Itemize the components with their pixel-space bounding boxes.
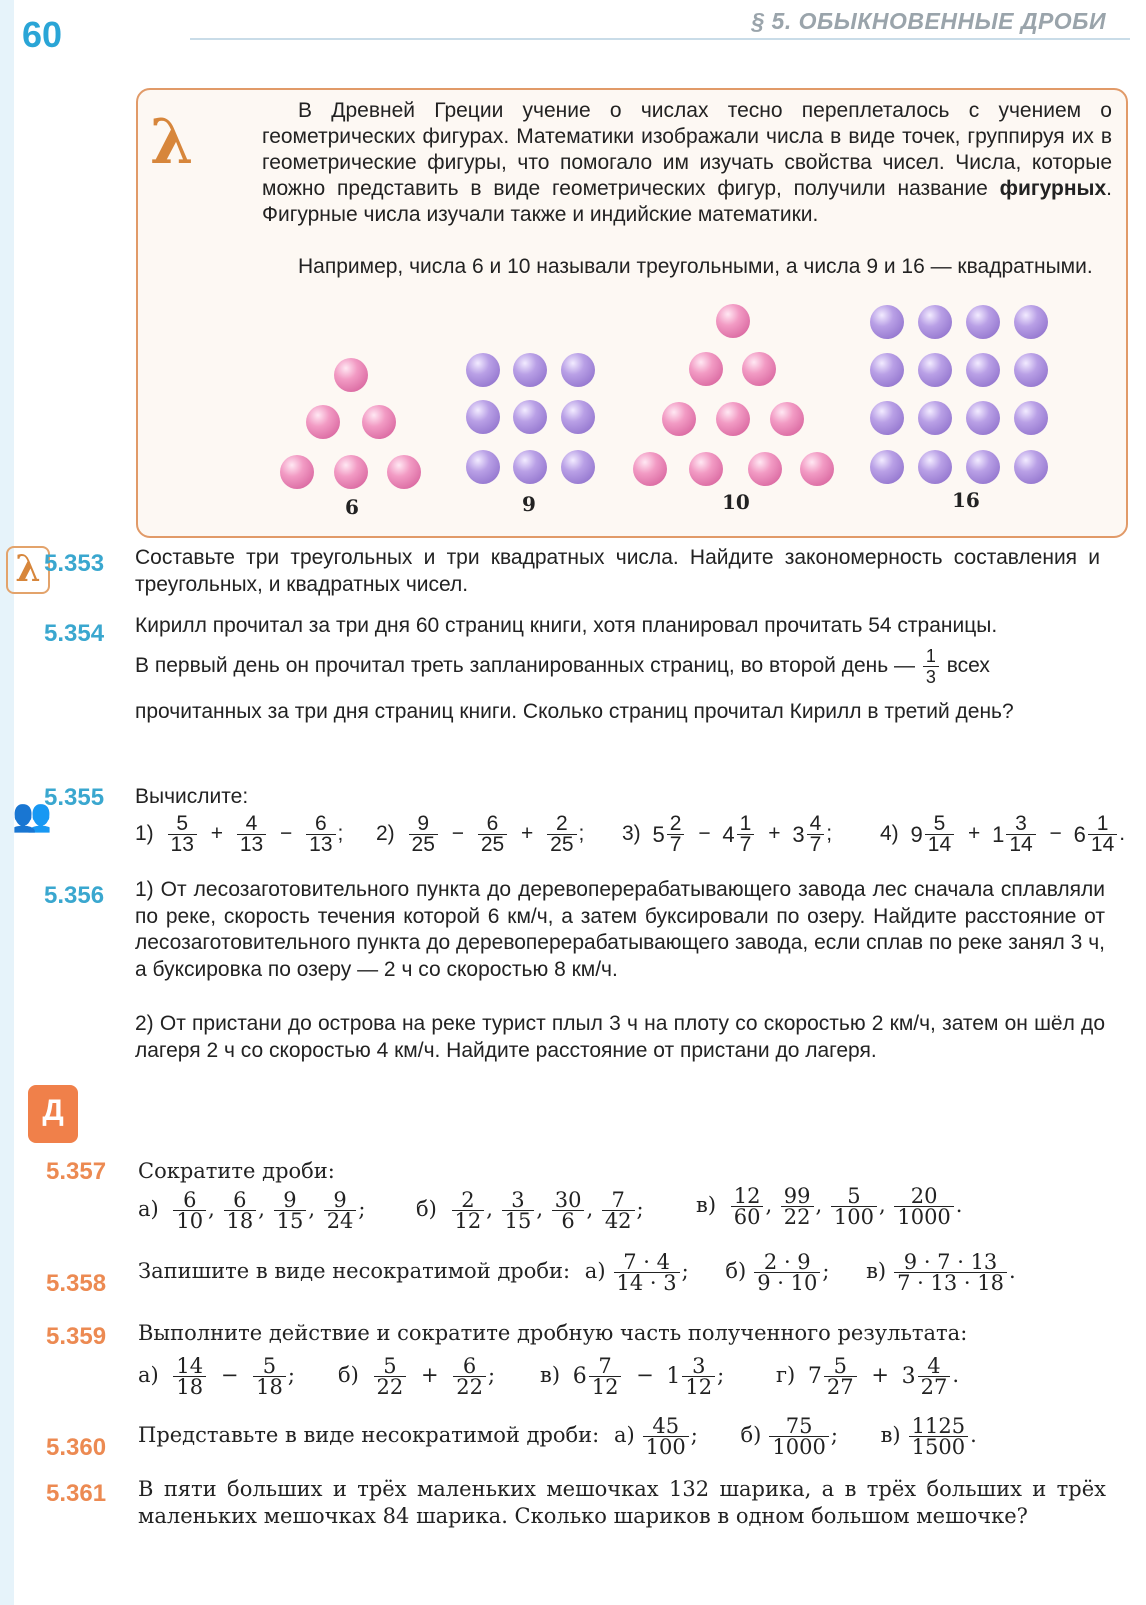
task-5-360-row: Представьте в виде несократимой дроби: а) $\frac{45}{100}$ ; б) $\frac{75}{1000}$ ; в) $\frac{1125}{1500}$ .: [138, 1414, 977, 1459]
task-5-355-title: Вычислите:: [135, 785, 249, 808]
task-5-358-row: Запишите в виде несократимой дроби: а) $\frac{7 \cdot 4}{14 \cdot 3}$ ; б) $\frac{2 \cdot 9}{9 \cdot 10}$ ; в) $\frac{9 \cdot 7 \cdot 13}{7 \cdot 13 \cdot 18}$ .: [138, 1250, 1016, 1295]
task-number-5-361: 5.361: [46, 1480, 107, 1507]
section-title: § 5. ОБЫКНОВЕННЫЕ ДРОБИ: [751, 8, 1106, 34]
task-number-5-358: 5.358: [46, 1270, 107, 1297]
task-5-359-item-b: б) $\frac{5}{22}$ + $\frac{6}{22}$ ;: [338, 1354, 496, 1399]
task-5-355-item-2: 2) $\frac{9}{25}$ − $\frac{6}{25}$ + $\frac{2}{25}$ ;: [376, 812, 585, 856]
task-5-357-item-b: б) $\frac{2}{12}$ , $\frac{3}{15}$ , $\frac{30}{6}$ , $\frac{7}{42}$ ;: [416, 1188, 644, 1233]
task-5-359-item-a: а) $\frac{14}{18}$ − $\frac{5}{18}$ ;: [138, 1354, 295, 1399]
task-number-5-356: 5.356: [44, 882, 105, 909]
info-paragraph-1: В Древней Греции учение о числах тесно переплеталось с учением о геометрических фигурах. Математики изображали числа в виде точек, группируя их в геометрические фигуры, что помогало им изучать свойства чисел. Числа, которые можно представить в виде геометрических фигур, получили название фигурных. Фигурные числа изучали также и индийские математики.: [262, 99, 1112, 226]
task-5-356-part-2: 2) От пристани до острова на реке турист плыл 3 ч на плоту со скоростью 2 км/ч, затем он шёл до лагеря 2 ч со скоростью 4 км/ч. Найдите расстояние от пристани до лагеря.: [135, 1012, 1105, 1062]
task-5-357-item-c: в) $\frac{12}{60}$ , $\frac{99}{22}$ , $\frac{5}{100}$ , $\frac{20}{1000}$ .: [696, 1184, 963, 1229]
info-paragraph-2: Например, числа 6 и 10 называли треугольными, а числа 9 и 16 — квадратными.: [298, 255, 1093, 278]
task-number-5-360: 5.360: [46, 1434, 107, 1461]
lambda-icon: λ: [150, 105, 194, 178]
task-5-359-title: Выполните действие и сократите дробную часть полученного результата:: [138, 1321, 968, 1345]
figure-label-10: 10: [722, 490, 750, 514]
task-5-355-item-1: 1) $\frac{5}{13}$ + $\frac{4}{13}$ − $\frac{6}{13}$ ;: [135, 812, 344, 856]
task-number-5-359: 5.359: [46, 1323, 107, 1350]
task-number-5-355: 5.355: [44, 784, 105, 811]
task-5-354-line-2: В первый день он прочитал треть запланированных страниц, во второй день — $\frac{1}{3}$ всех: [135, 646, 990, 687]
lambda-small-icon: λ: [6, 546, 50, 594]
task-5-359-item-d: г) 7 $\frac{5}{27}$ + 3 $\frac{4}{27}$ .: [776, 1354, 960, 1399]
task-5-355-item-3: 3) 5 $\frac{2}{7}$ − 4 $\frac{1}{7}$ + 3 $\frac{4}{7}$ ;: [622, 812, 833, 856]
task-5-357-title: Сократите дроби:: [138, 1159, 335, 1183]
task-5-354-line-3: прочитанных за три дня страниц книги. Сколько страниц прочитал Кирилл в третий день?: [135, 700, 1014, 723]
header-rule: [190, 38, 1130, 40]
task-5-357-item-a: а) $\frac{6}{10}$ , $\frac{6}{18}$ , $\frac{9}{15}$ , $\frac{9}{24}$ ;: [138, 1188, 366, 1233]
task-5-356-part-1: 1) От лесозаготовительного пункта до деревоперерабатывающего завода лес сначала сплавляли по реке, скорость течения которой 6 км/ч, а затем буксировали по озеру. Найдите расстояние от лесозаготовительного пункта до деревоперерабатывающего завода, если сплав по реке занял 3 ч, а буксировка по озеру — 2 ч со скоростью 8 км/ч.: [135, 878, 1105, 981]
page-number: 60: [22, 14, 63, 55]
task-5-355-item-4: 4) 9 $\frac{5}{14}$ + 1 $\frac{3}{14}$ − 6 $\frac{1}{14}$ .: [880, 812, 1126, 856]
task-number-5-357: 5.357: [46, 1158, 107, 1185]
homework-d-icon: Д: [28, 1085, 78, 1143]
task-5-359-item-c: в) 6 $\frac{7}{12}$ − 1 $\frac{3}{12}$ ;: [540, 1354, 725, 1399]
figure-label-9: 9: [522, 492, 536, 516]
figure-label-16: 16: [952, 488, 980, 512]
task-5-361-text: В пяти больших и трёх маленьких мешочках 132 шарика, а в трёх больших и трёх маленьких мешочках 84 шарика. Сколько шариков в одном большом мешочке?: [138, 1477, 1106, 1528]
task-number-5-353: 5.353: [44, 550, 105, 577]
task-5-353-text: Составьте три треугольных и три квадратных числа. Найдите закономерность составления и треугольных, и квадратных чисел.: [135, 546, 1100, 596]
figure-label-6: 6: [345, 495, 359, 519]
task-number-5-354: 5.354: [44, 620, 105, 647]
task-5-354-line-1: Кирилл прочитал за три дня 60 страниц книги, хотя планировал прочитать 54 страницы.: [135, 614, 998, 637]
group-work-icon: 👥: [12, 797, 52, 833]
